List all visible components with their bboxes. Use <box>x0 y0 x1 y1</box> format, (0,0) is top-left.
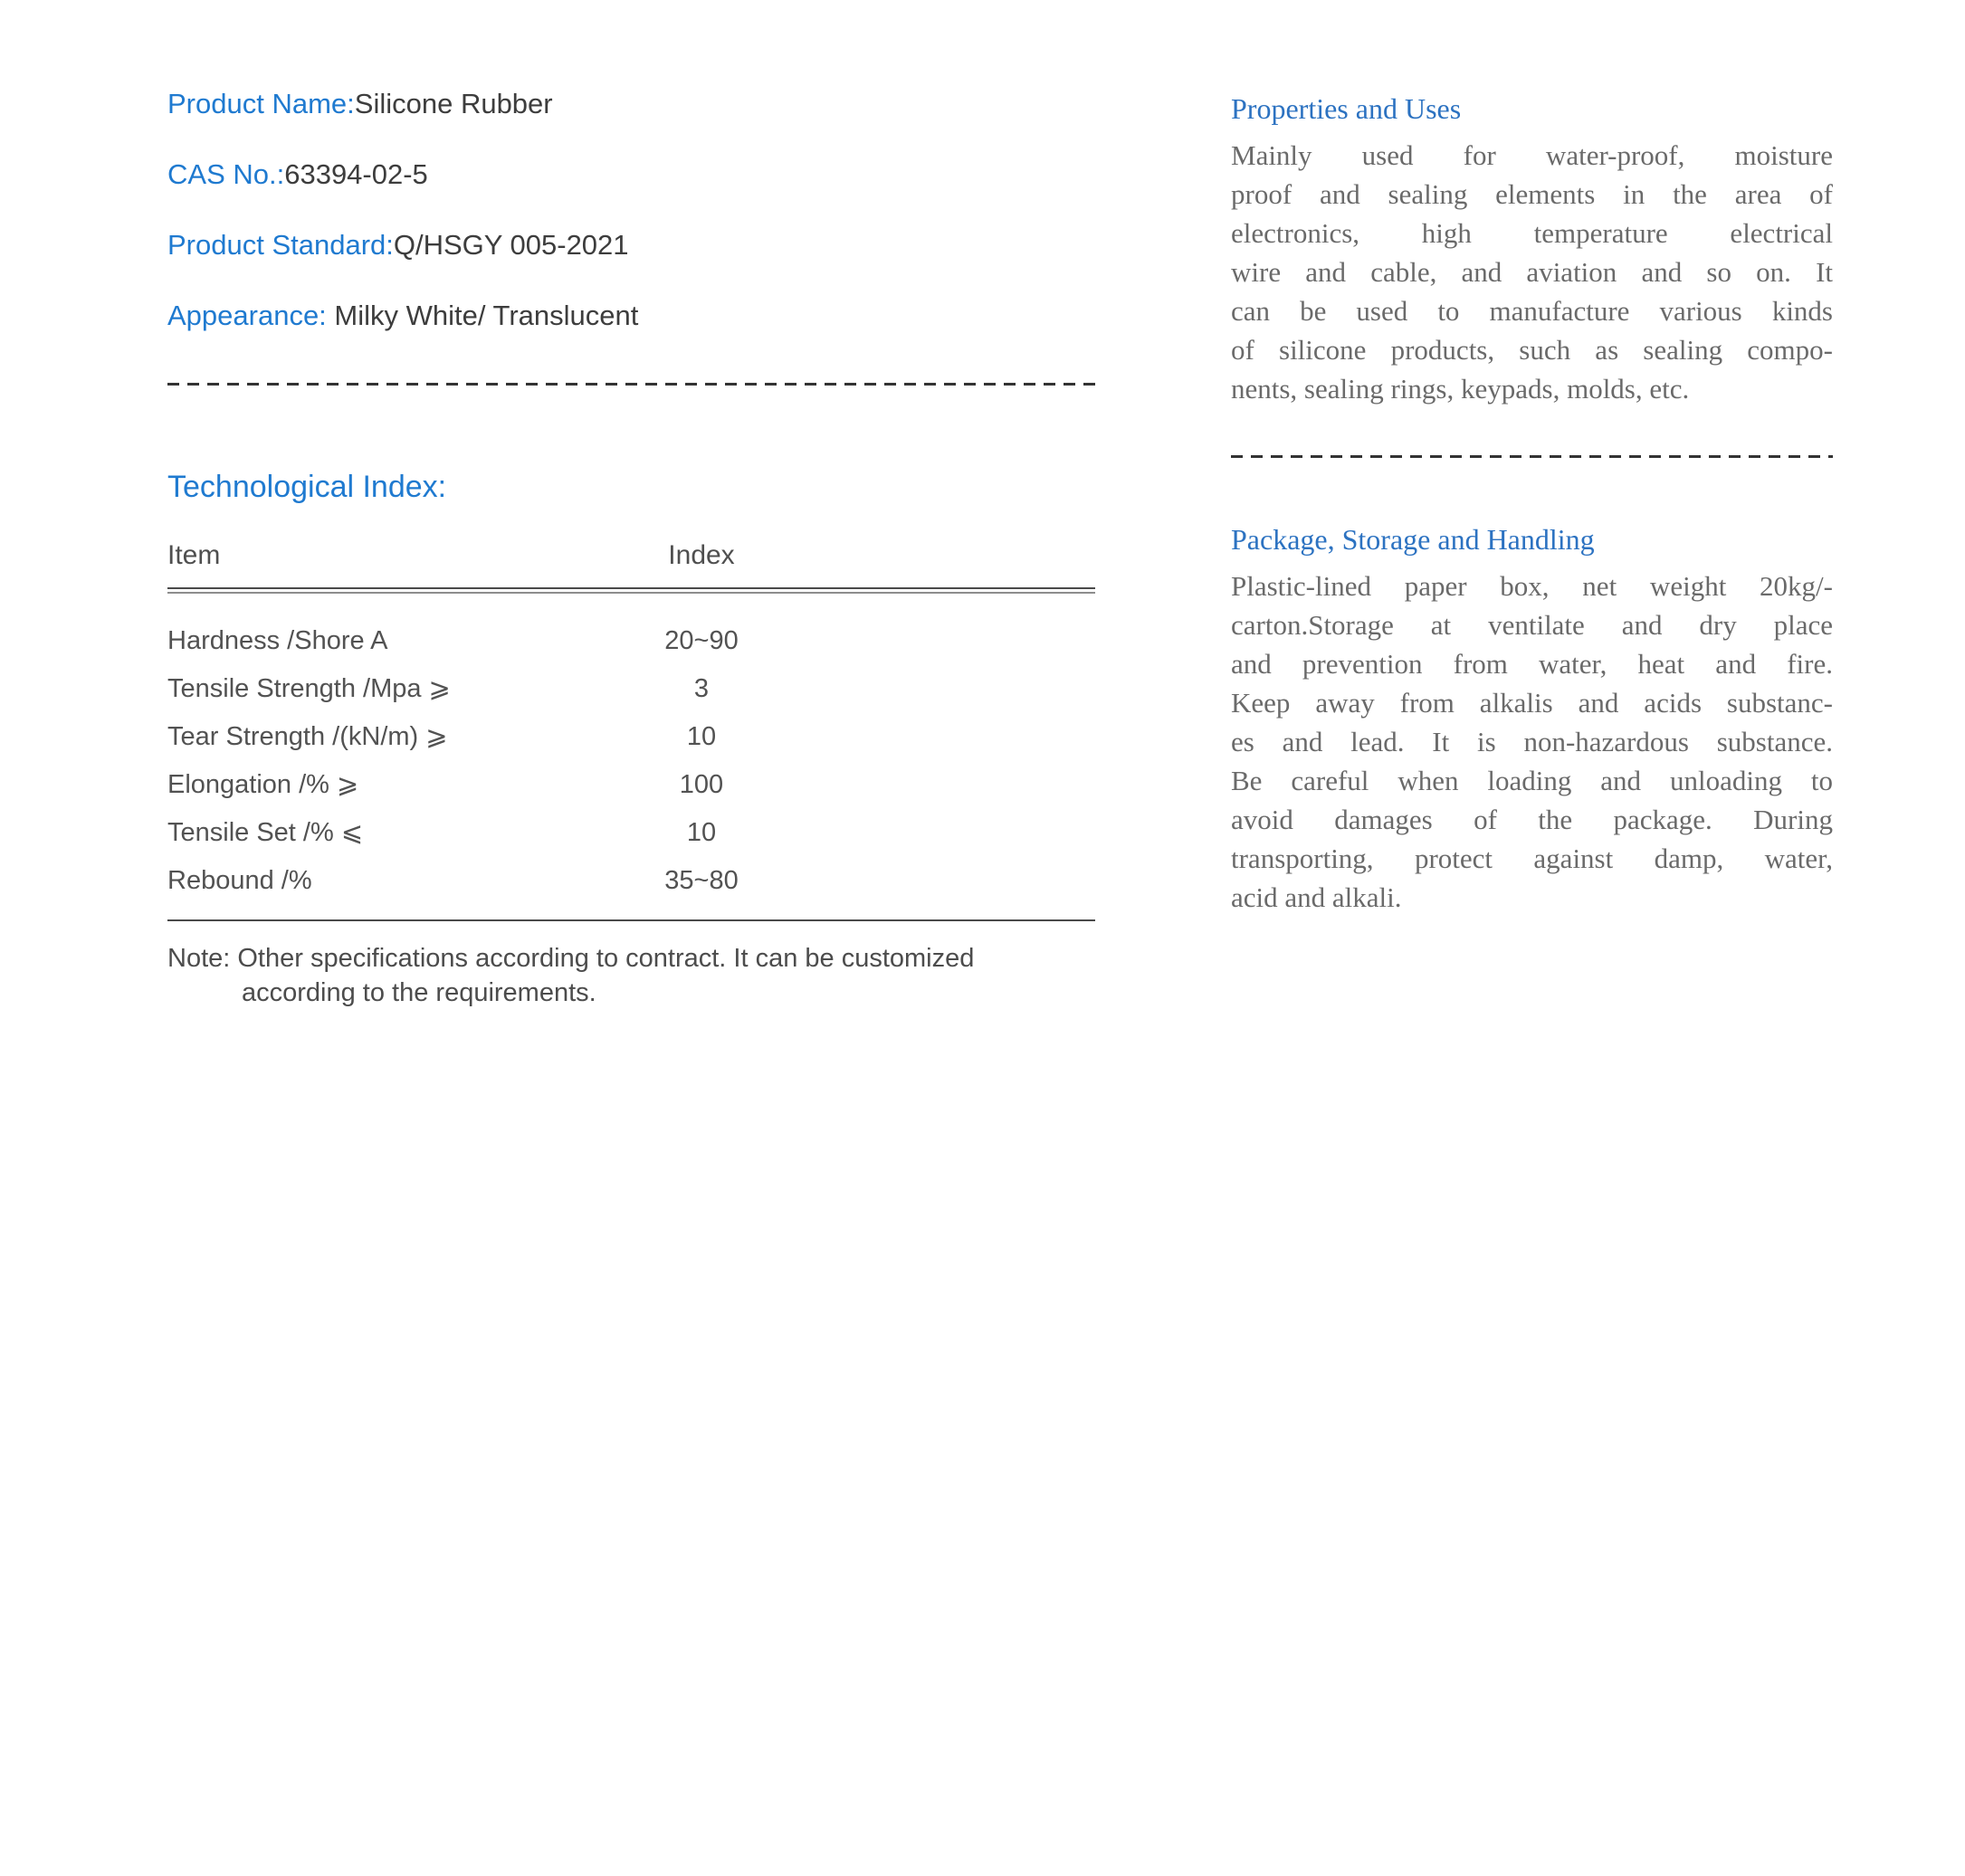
info-row-product-standard <box>167 229 1095 262</box>
column-header-item: Item <box>167 540 221 570</box>
paragraph-line: of silicone products, such as sealing compo- <box>1231 334 1833 366</box>
info-row-product-name <box>167 88 1095 120</box>
paragraph-line: Mainly used for water-proof, moisture <box>1231 139 1833 171</box>
table-cell-item: Hardness /Shore A <box>167 626 388 655</box>
package-paragraph <box>1231 567 1833 917</box>
table-cell-index: 100 <box>679 770 724 799</box>
spec-table-header <box>167 538 1095 574</box>
paragraph-line: wire and cable, and aviation and so on. It <box>1231 256 1833 288</box>
appearance-value: Milky White/ Translucent <box>334 300 639 331</box>
left-column <box>167 88 1095 1010</box>
product-name-label: Product Name: <box>167 88 355 119</box>
table-bottom-rule <box>167 919 1095 921</box>
product-name-value: Silicone Rubber <box>354 88 553 119</box>
table-cell-item: Tear Strength /(kN/m) ⩾ <box>167 722 448 751</box>
note-line: Note: Other specifications according to contract. It can be customized <box>167 944 975 973</box>
paragraph-line: and prevention from water, heat and fire. <box>1231 648 1833 680</box>
table-row <box>167 761 1095 809</box>
table-note <box>167 941 1095 1010</box>
table-cell-item: Elongation /% ⩾ <box>167 770 359 799</box>
table-row <box>167 713 1095 761</box>
table-cell-item: Tensile Set /% ⩽ <box>167 818 364 847</box>
paragraph-line: avoid damages of the package. During <box>1231 804 1833 835</box>
left-dashed-divider <box>167 383 1095 386</box>
paragraph-line: electronics, high temperature electrical <box>1231 217 1833 249</box>
spec-table-body <box>167 594 1095 905</box>
table-cell-index: 10 <box>686 818 717 847</box>
note-line: according to the requirements. <box>242 978 596 1007</box>
paragraph-line: Plastic-lined paper box, net weight 20kg/- <box>1231 570 1833 602</box>
table-row <box>167 857 1095 905</box>
right-dashed-divider <box>1231 455 1833 458</box>
appearance-label: Appearance: <box>167 300 335 331</box>
cas-no-label: CAS No.: <box>167 158 285 190</box>
table-row <box>167 665 1095 713</box>
info-row-cas-no <box>167 158 1095 191</box>
technological-index-heading: Technological Index: <box>167 470 447 504</box>
properties-and-uses-heading: Properties and Uses <box>1231 92 1462 125</box>
table-cell-item: Rebound /% <box>167 866 312 895</box>
paragraph-line: nents, sealing rings, keypads, molds, etc. <box>1231 373 1690 405</box>
column-header-index: Index <box>668 540 735 570</box>
table-row <box>167 617 1095 665</box>
spec-table <box>167 538 1095 921</box>
table-cell-index: 3 <box>693 674 710 703</box>
info-row-appearance <box>167 300 1095 332</box>
cas-no-value: 63394-02-5 <box>284 158 428 190</box>
paragraph-line: transporting, protect against damp, water, <box>1231 843 1833 874</box>
product-standard-label: Product Standard: <box>167 229 394 261</box>
table-cell-item: Tensile Strength /Mpa ⩾ <box>167 674 451 703</box>
paragraph-line: Keep away from alkalis and acids substanc- <box>1231 687 1833 719</box>
paragraph-line: acid and alkali. <box>1231 881 1402 913</box>
paragraph-line: Be careful when loading and unloading to <box>1231 765 1833 796</box>
table-double-rule <box>167 587 1095 594</box>
properties-paragraph <box>1231 136 1833 408</box>
right-column <box>1231 90 1833 917</box>
table-row <box>167 809 1095 857</box>
paragraph-line: es and lead. It is non-hazardous substance. <box>1231 726 1833 757</box>
table-cell-index: 20~90 <box>664 626 739 655</box>
paragraph-line: carton.Storage at ventilate and dry place <box>1231 609 1833 641</box>
table-cell-index: 35~80 <box>664 866 739 895</box>
table-cell-index: 10 <box>686 722 717 751</box>
product-standard-value: Q/HSGY 005-2021 <box>393 229 629 261</box>
paragraph-line: proof and sealing elements in the area of <box>1231 178 1833 210</box>
paragraph-line: can be used to manufacture various kinds <box>1231 295 1833 327</box>
package-storage-heading: Package, Storage and Handling <box>1231 523 1595 556</box>
